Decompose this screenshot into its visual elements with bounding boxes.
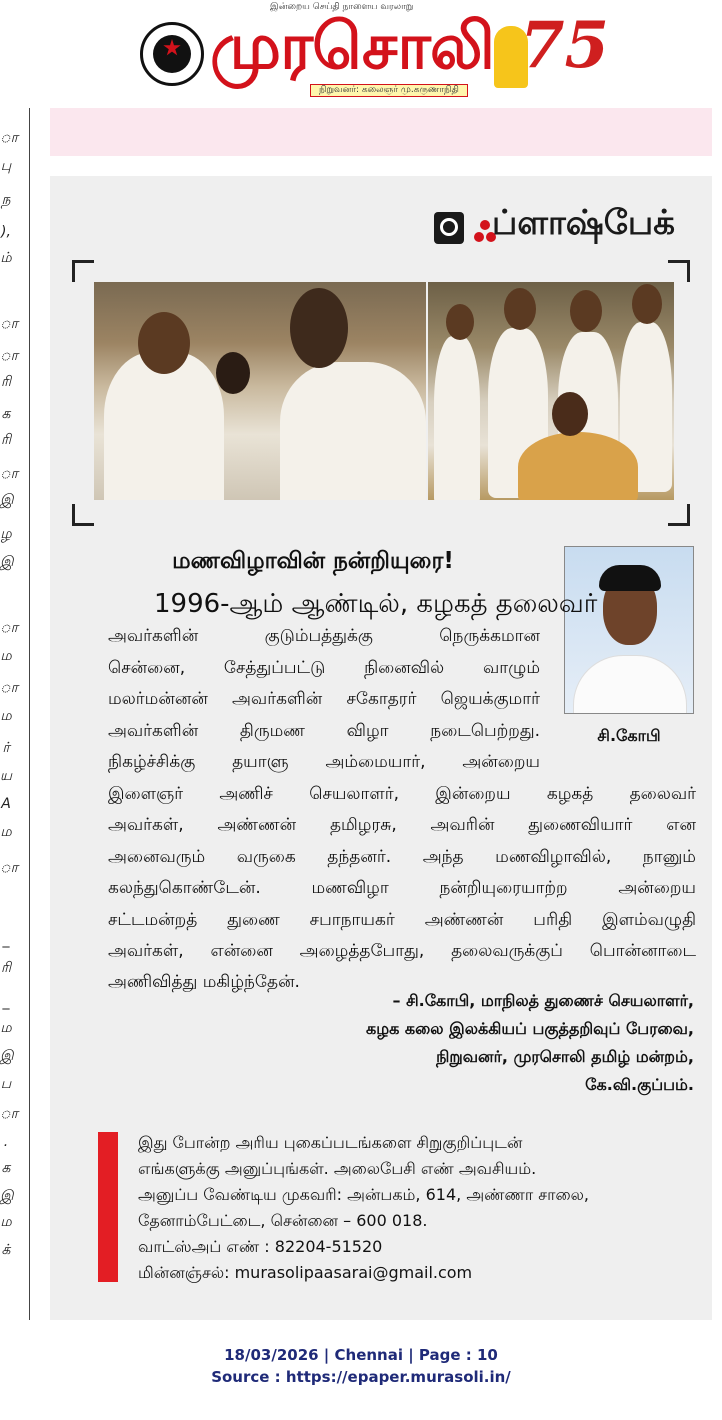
left-column-glyph: ா <box>0 860 18 876</box>
flashback-logo-text: ப்ளாஷ்பேக் <box>492 203 675 243</box>
left-column-glyph: ா <box>0 348 18 364</box>
left-column-glyph: _ <box>2 932 10 948</box>
article-line: அனைவரும் வருகை தந்தனர். அந்த மணவிழாவில், நானும் <box>108 847 696 867</box>
signature-line: கழக கலை இலக்கியப் பகுத்தறிவுப் பேரவை, <box>365 1019 694 1038</box>
left-column-glyph: _ <box>2 994 10 1010</box>
left-column-glyph: ா <box>0 620 18 636</box>
left-column-glyph: ழ <box>0 526 12 542</box>
page-footer <box>0 1344 722 1388</box>
column-divider <box>29 108 30 1320</box>
photo-frame-corner <box>668 504 690 526</box>
left-column-glyph: பு <box>0 158 12 174</box>
masthead-title: முரசொலி <box>210 10 494 84</box>
article-line: மலர்மன்னன் அவர்களின் சகோதரர் ஜெயக்குமார் <box>108 689 540 709</box>
left-column-glyph: ந <box>1 192 11 208</box>
left-column-glyph: ), <box>1 224 11 240</box>
footer-date-page: 18/03/2026 | Chennai | Page : 10 <box>224 1346 498 1364</box>
article-line: கலந்துகொண்டேன். மணவிழா நன்றியுரையாற்ற அன்றைய <box>108 878 696 898</box>
article-line: நிகழ்ச்சிக்கு தயாளு அம்மையார், அன்றைய <box>108 752 540 772</box>
left-column-glyph: ம <box>0 708 12 724</box>
article-line: சட்டமன்றத் துணை சபாநாயகர் அண்ணன் பரிதி இளம்வழுதி <box>108 910 696 930</box>
left-column-glyph: க <box>1 406 11 422</box>
anniversary-number: 75 <box>520 8 610 83</box>
dots-icon <box>472 206 492 242</box>
left-column-glyph: ர் <box>2 740 10 756</box>
left-column-glyph: ப <box>0 1076 12 1092</box>
anniversary-emblem <box>490 8 610 98</box>
left-column-glyph: ரி <box>0 374 12 390</box>
left-column-glyph: ா <box>0 316 18 332</box>
left-column-glyph: க் <box>1 1242 11 1258</box>
archive-photo-right <box>428 282 674 500</box>
info-line: மின்னஞ்சல்: murasolipaasarai@gmail.com <box>138 1263 473 1282</box>
signature-line: – சி.கோபி, மாநிலத் துணைச் செயலாளர், <box>392 991 694 1010</box>
left-column-glyph: ா <box>0 680 18 696</box>
article-line-text: 1996-ஆம் ஆண்டில், கழகத் தலைவர் <box>154 589 598 619</box>
left-column-glyph: ரி <box>0 432 12 448</box>
article-headline: மணவிழாவின் நன்றியுரை! <box>172 548 454 574</box>
author-caption: சி.கோபி <box>597 726 661 745</box>
flashback-logo <box>434 198 698 248</box>
masthead-tagline: இன்றைய செய்தி நாளைய வரலாறு <box>270 2 414 12</box>
masthead-subtitle: நிறுவனர்: கலைஞர் மு.கருணாநிதி <box>310 84 468 97</box>
article-line: சென்னை, சேத்துப்பட்டு நினைவில் வாழும் <box>108 658 540 678</box>
signature-line: நிறுவனர், முரசொலி தமிழ் மன்றம், <box>436 1047 694 1066</box>
left-column-glyph: A <box>1 796 11 812</box>
masthead <box>0 0 722 108</box>
signature-line: கே.வி.குப்பம். <box>585 1075 694 1094</box>
left-column-glyph: இ <box>0 1188 14 1204</box>
info-line: இது போன்ற அரிய புகைப்படங்களை சிறுகுறிப்புடன் <box>138 1133 523 1152</box>
left-column-glyph: ய <box>0 768 13 784</box>
info-line: எங்களுக்கு அனுப்புங்கள். அலைபேசி எண் அவசியம். <box>138 1159 537 1178</box>
archive-photo-left <box>94 282 426 500</box>
article-line: அவர்களின் திருமண விழா நடைபெற்றது. <box>108 721 540 741</box>
left-column-glyph: ம <box>0 1020 12 1036</box>
left-column-glyph: ரி <box>0 960 12 976</box>
camera-icon <box>434 206 466 244</box>
photo-frame-corner <box>72 260 94 282</box>
left-column-glyph: ா <box>0 130 18 146</box>
info-line: தேனாம்பேட்டை, சென்னை – 600 018. <box>138 1211 428 1230</box>
left-column-glyph: இ <box>0 492 14 508</box>
footer-source-link[interactable]: Source : https://epaper.murasoli.in/ <box>211 1368 511 1386</box>
left-column-glyph: . <box>3 1134 9 1150</box>
article-line: அவர்கள், அண்ணன் தமிழரசு, அவரின் துணைவியார் என <box>108 815 696 835</box>
photo-frame-corner <box>72 504 94 526</box>
left-column-glyph: ம <box>0 1214 12 1230</box>
author-photo <box>564 546 694 714</box>
info-line: அனுப்ப வேண்டிய முகவரி: அன்பகம், 614, அண்ணா சாலை, <box>138 1185 589 1204</box>
left-column <box>0 108 30 1320</box>
photo-frame-corner <box>668 260 690 282</box>
info-accent-bar <box>98 1132 118 1282</box>
left-column-glyph: இ <box>0 554 14 570</box>
previous-article-strip <box>50 108 712 156</box>
left-column-glyph: ா <box>0 1106 18 1122</box>
article-line <box>108 589 598 619</box>
article-line: அவர்களின் குடும்பத்துக்கு நெருக்கமான <box>108 626 540 646</box>
article-line: அவர்கள், என்னை அழைத்தபோது, தலைவருக்குப் பொன்னாடை <box>108 941 696 961</box>
left-column-glyph: ம <box>0 824 12 840</box>
info-line: வாட்ஸ்அப் எண் : 82204-51520 <box>138 1237 383 1256</box>
article-line: அணிவித்து மகிழ்ந்தேன். <box>108 972 300 992</box>
left-column-glyph: க <box>1 1160 11 1176</box>
masthead-seal-icon <box>140 22 204 86</box>
left-column-glyph: இ <box>0 1048 14 1064</box>
flashback-article <box>50 176 712 1320</box>
left-column-glyph: ம் <box>0 250 12 266</box>
article-line: இளைஞர் அணிச் செயலாளர், இன்றைய கழகத் தலைவர் <box>108 784 696 804</box>
left-column-glyph: ா <box>0 466 18 482</box>
left-column-glyph: ம <box>0 648 12 664</box>
